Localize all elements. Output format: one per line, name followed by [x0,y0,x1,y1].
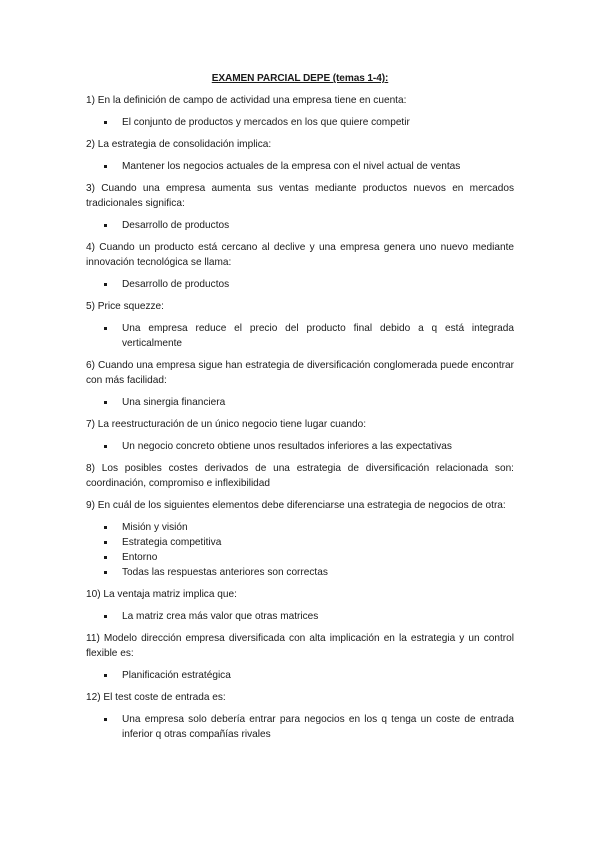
square-bullet-icon [104,541,107,544]
square-bullet-icon [104,165,107,168]
square-bullet-icon [104,224,107,227]
answer-text: Desarrollo de productos [122,220,230,231]
answer-text: Un negocio concreto obtiene unos resultados inferiores a las expectativas [122,441,452,452]
question-7: 7) La reestructuración de un único negocio tiene lugar cuando: [86,419,367,430]
answer-list [86,712,514,742]
answer-text: Una sinergia financiera [122,397,226,408]
question-9: 9) En cuál de los siguientes elementos debe diferenciarse una estrategia de negocios de otra: [86,500,506,511]
answer-text: Entorno [122,552,158,563]
question-5: 5) Price squezze: [86,301,164,312]
answer-item [122,159,514,174]
answer-item [122,520,514,535]
answer-item [122,321,514,351]
answer-text: La matriz crea más valor que otras matrices [122,611,319,622]
square-bullet-icon [104,526,107,529]
answer-list [86,439,514,454]
answer-text: Una empresa reduce el precio del producto final debido a q está integrada verticalmente [122,323,514,349]
answer-list [86,609,514,624]
answer-text: El conjunto de productos y mercados en los que quiere competir [122,117,410,128]
question-1: 1) En la definición de campo de actividad una empresa tiene en cuenta: [86,95,407,106]
square-bullet-icon [104,445,107,448]
answer-list [86,218,514,233]
answer-text: Mantener los negocios actuales de la empresa con el nivel actual de ventas [122,161,461,172]
answer-text: Estrategia competitiva [122,537,222,548]
answer-text: Todas las respuestas anteriores son correctas [122,567,328,578]
question-2: 2) La estrategia de consolidación implica: [86,139,272,150]
square-bullet-icon [104,327,107,330]
answer-list [86,395,514,410]
answer-list [86,668,514,683]
answer-list [86,159,514,174]
answer-item [122,439,514,454]
answer-item [122,277,514,292]
question-4: 4) Cuando un producto está cercano al declive y una empresa genera uno nuevo mediante innovación tecnológica se llama: [86,242,514,268]
square-bullet-icon [104,283,107,286]
square-bullet-icon [104,556,107,559]
answer-text: Planificación estratégica [122,670,231,681]
answer-item [122,115,514,130]
answer-item [122,395,514,410]
answer-item [122,550,514,565]
answer-item [122,712,514,742]
answer-text: Misión y visión [122,522,188,533]
answer-list [86,277,514,292]
square-bullet-icon [104,674,107,677]
answer-item [122,565,514,580]
answer-item [122,609,514,624]
answer-list [86,321,514,351]
question-3: 3) Cuando una empresa aumenta sus ventas mediante productos nuevos en mercados tradicionales significa: [86,183,514,209]
answer-item [122,218,514,233]
question-6: 6) Cuando una empresa sigue han estrategia de diversificación conglomerada puede encontrar con más facilidad: [86,360,514,386]
square-bullet-icon [104,401,107,404]
question-8: 8) Los posibles costes derivados de una estrategia de diversificación relacionada son: coordinación, compromiso e inflexibilidad [86,463,514,489]
answer-list [86,115,514,130]
answer-item [122,535,514,550]
square-bullet-icon [104,615,107,618]
square-bullet-icon [104,718,107,721]
answer-list [86,520,514,580]
question-11: 11) Modelo dirección empresa diversificada con alta implicación en la estrategia y un control flexible es: [86,633,514,659]
answer-item [122,668,514,683]
square-bullet-icon [104,121,107,124]
answer-text: Una empresa solo debería entrar para negocios en los q tenga un coste de entrada inferior q otras compañías rivales [122,714,514,740]
question-list [86,93,514,742]
exam-title: EXAMEN PARCIAL DEPE (temas 1-4): [211,73,389,84]
question-12: 12) El test coste de entrada es: [86,692,226,703]
answer-text: Desarrollo de productos [122,279,230,290]
question-10: 10) La ventaja matriz implica que: [86,589,237,600]
square-bullet-icon [104,571,107,574]
